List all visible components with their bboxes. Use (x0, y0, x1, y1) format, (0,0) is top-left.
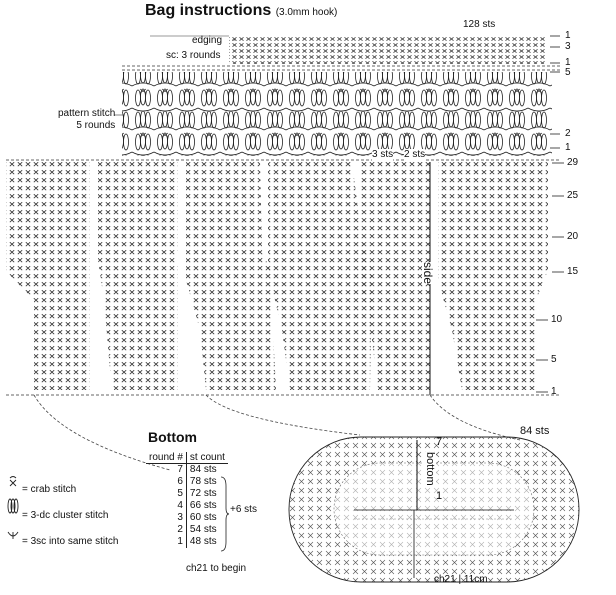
table-row: 2 54 sts (146, 524, 228, 536)
side-label: side (421, 262, 435, 285)
round-table (146, 452, 228, 548)
bottom-round-marker: 7 (436, 436, 443, 448)
table-row: 3 60 sts (146, 512, 228, 524)
two-sts-label: 2 sts (404, 149, 426, 160)
edging-label: edging (192, 35, 223, 46)
table-row: 7 84 sts (146, 464, 228, 477)
col-st-count: st count (186, 452, 228, 464)
increase-brace (220, 476, 230, 552)
row-marker: 15 (567, 266, 579, 277)
row-marker: 25 (567, 190, 579, 201)
row-marker: 5 (565, 67, 571, 78)
chain-note: ch21 to begin (186, 563, 247, 574)
bottom-title: Bottom (148, 429, 197, 445)
legend-3sc: = 3sc into same stitch (22, 535, 119, 547)
stitch-count-128: 128 sts (463, 19, 496, 30)
table-row: 4 66 sts (146, 500, 228, 512)
table-row: 1 48 sts (146, 536, 228, 548)
bottom-round-marker: 1 (436, 490, 443, 502)
legend-cluster: = 3-dc cluster stitch (22, 509, 109, 521)
row-marker: 20 (567, 231, 579, 242)
page-title: Bag instructions (3.0mm hook) (145, 2, 338, 19)
chain-label: ch21 | 11cm (434, 574, 488, 585)
row-marker: 29 (567, 157, 579, 168)
side-panels (6, 162, 548, 395)
row-marker: 5 (551, 354, 557, 365)
legend (6, 481, 118, 549)
row-marker: 10 (551, 314, 563, 325)
increase-note: +6 sts (230, 504, 257, 515)
row-marker: 1 (565, 57, 571, 68)
table-row: 5 72 sts (146, 488, 228, 500)
sc-rounds-label: sc: 3 rounds (166, 50, 221, 61)
table-row: 6 78 sts (146, 476, 228, 488)
row-marker: 1 (551, 386, 557, 397)
pattern-stitch-band (122, 72, 552, 156)
row-marker: 2 (565, 128, 571, 139)
hook-size: (3.0mm hook) (275, 7, 338, 18)
row-marker: 1 (565, 30, 571, 41)
bottom-label: bottom (424, 452, 436, 486)
legend-crab-stitch: = crab stitch (22, 483, 77, 495)
row-marker: 1 (565, 142, 571, 153)
pattern-stitch-label: pattern stitch 5 rounds (58, 108, 116, 131)
col-round: round # (146, 452, 186, 464)
three-sts-label: 3 sts (372, 149, 394, 160)
edging-rows (229, 35, 546, 64)
row-marker: 3 (565, 41, 571, 52)
stitch-count-84: 84 sts (520, 425, 550, 437)
